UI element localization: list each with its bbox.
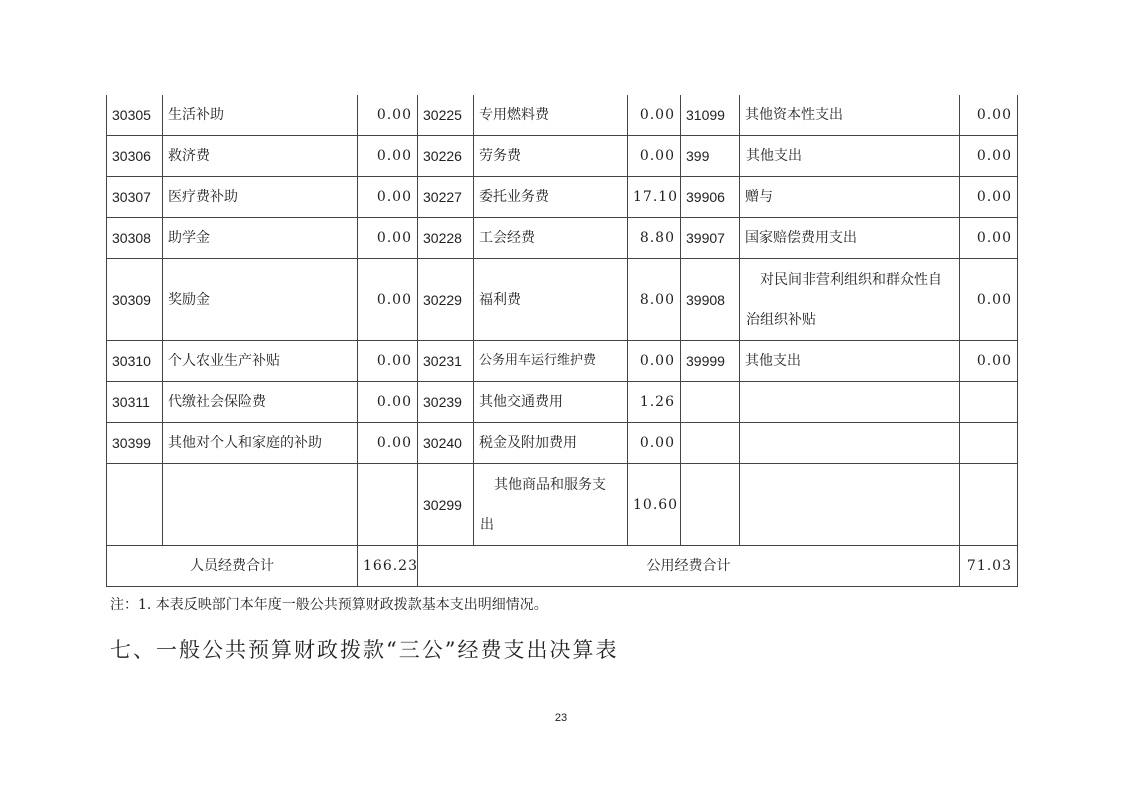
page-number: 23 (554, 712, 568, 724)
code-cell (681, 382, 740, 423)
amount-cell (960, 382, 1018, 423)
code-cell: 30226 (418, 136, 474, 177)
amount-cell: 0.00 (628, 423, 681, 464)
code-cell: 39908 (681, 259, 740, 341)
code-cell: 39999 (681, 341, 740, 382)
amount-cell: 0.00 (358, 218, 418, 259)
code-cell: 30306 (107, 136, 163, 177)
code-cell: 30240 (418, 423, 474, 464)
amount-cell (358, 464, 418, 546)
budget-detail-table (106, 95, 1018, 587)
public-total-label: 公用经费合计 (418, 546, 960, 587)
code-cell: 30307 (107, 177, 163, 218)
name-cell: 代缴社会保险费 (163, 382, 358, 423)
amount-cell: 0.00 (358, 382, 418, 423)
table-row (107, 177, 1018, 218)
amount-cell (960, 423, 1018, 464)
code-cell (681, 423, 740, 464)
name-cell: 公务用车运行维护费 (474, 341, 628, 382)
name-cell: 工会经费 (474, 218, 628, 259)
amount-cell: 0.00 (358, 177, 418, 218)
amount-cell: 0.00 (960, 341, 1018, 382)
name-cell: 其他支出 (740, 341, 960, 382)
name-cell: 国家赔偿费用支出 (740, 218, 960, 259)
name-cell: 医疗费补助 (163, 177, 358, 218)
name-cell: 其他交通费用 (474, 382, 628, 423)
name-cell: 其他对个人和家庭的补助 (163, 423, 358, 464)
name-cell (740, 423, 960, 464)
code-cell (681, 464, 740, 546)
code-cell: 30399 (107, 423, 163, 464)
code-cell: 30228 (418, 218, 474, 259)
code-cell: 39907 (681, 218, 740, 259)
name-cell: 助学金 (163, 218, 358, 259)
code-cell: 399 (681, 136, 740, 177)
table-row (107, 218, 1018, 259)
table-row (107, 136, 1018, 177)
name-cell (740, 382, 960, 423)
amount-cell: 0.00 (960, 259, 1018, 341)
code-cell: 30239 (418, 382, 474, 423)
code-cell: 30311 (107, 382, 163, 423)
table-row (107, 464, 1018, 546)
code-cell: 30309 (107, 259, 163, 341)
personnel-total-value: 166.23 (358, 546, 418, 587)
name-line: 对民间非营利组织和群众性自 (760, 271, 942, 288)
amount-cell: 10.60 (628, 464, 681, 546)
public-total-value: 71.03 (960, 546, 1018, 587)
amount-cell: 0.00 (628, 341, 681, 382)
name-cell (740, 259, 960, 341)
amount-cell: 8.00 (628, 259, 681, 341)
code-cell: 30299 (418, 464, 474, 546)
amount-cell (960, 464, 1018, 546)
name-line: 其他商品和服务支 (494, 476, 606, 493)
name-line: 治组织补贴 (746, 311, 816, 328)
amount-cell: 0.00 (960, 95, 1018, 136)
name-cell: 奖励金 (163, 259, 358, 341)
name-cell: 福利费 (474, 259, 628, 341)
name-cell: 救济费 (163, 136, 358, 177)
amount-cell: 0.00 (358, 95, 418, 136)
name-cell: 生活补助 (163, 95, 358, 136)
amount-cell: 0.00 (960, 177, 1018, 218)
table-row (107, 259, 1018, 341)
amount-cell: 0.00 (960, 136, 1018, 177)
name-cell (740, 464, 960, 546)
name-line: 出 (480, 516, 494, 533)
name-cell: 赠与 (740, 177, 960, 218)
name-cell: 专用燃料费 (474, 95, 628, 136)
code-cell: 30225 (418, 95, 474, 136)
amount-cell: 1.26 (628, 382, 681, 423)
name-cell: 税金及附加费用 (474, 423, 628, 464)
code-cell: 30231 (418, 341, 474, 382)
table-row (107, 341, 1018, 382)
table-row (107, 95, 1018, 136)
amount-cell: 0.00 (960, 218, 1018, 259)
amount-cell: 0.00 (358, 136, 418, 177)
code-cell: 30305 (107, 95, 163, 136)
name-cell (474, 464, 628, 546)
code-cell: 39906 (681, 177, 740, 218)
totals-row (107, 546, 1018, 587)
amount-cell: 0.00 (358, 341, 418, 382)
table-row (107, 423, 1018, 464)
amount-cell: 0.00 (628, 136, 681, 177)
amount-cell: 17.10 (628, 177, 681, 218)
table-row (107, 382, 1018, 423)
name-cell: 委托业务费 (474, 177, 628, 218)
code-cell: 30308 (107, 218, 163, 259)
amount-cell: 0.00 (358, 259, 418, 341)
personnel-total-label: 人员经费合计 (107, 546, 358, 587)
table-note: 注：1. 本表反映部门本年度一般公共预算财政拨款基本支出明细情况。 (110, 597, 548, 613)
section-heading: 七、一般公共预算财政拨款“三公”经费支出决算表 (110, 638, 619, 662)
code-cell: 31099 (681, 95, 740, 136)
name-cell: 其他资本性支出 (740, 95, 960, 136)
code-cell (107, 464, 163, 546)
name-cell (163, 464, 358, 546)
code-cell: 30227 (418, 177, 474, 218)
amount-cell: 0.00 (628, 95, 681, 136)
amount-cell: 8.80 (628, 218, 681, 259)
code-cell: 30310 (107, 341, 163, 382)
name-cell: 个人农业生产补贴 (163, 341, 358, 382)
name-cell: 其他支出 (740, 136, 960, 177)
name-cell: 劳务费 (474, 136, 628, 177)
code-cell: 30229 (418, 259, 474, 341)
amount-cell: 0.00 (358, 423, 418, 464)
